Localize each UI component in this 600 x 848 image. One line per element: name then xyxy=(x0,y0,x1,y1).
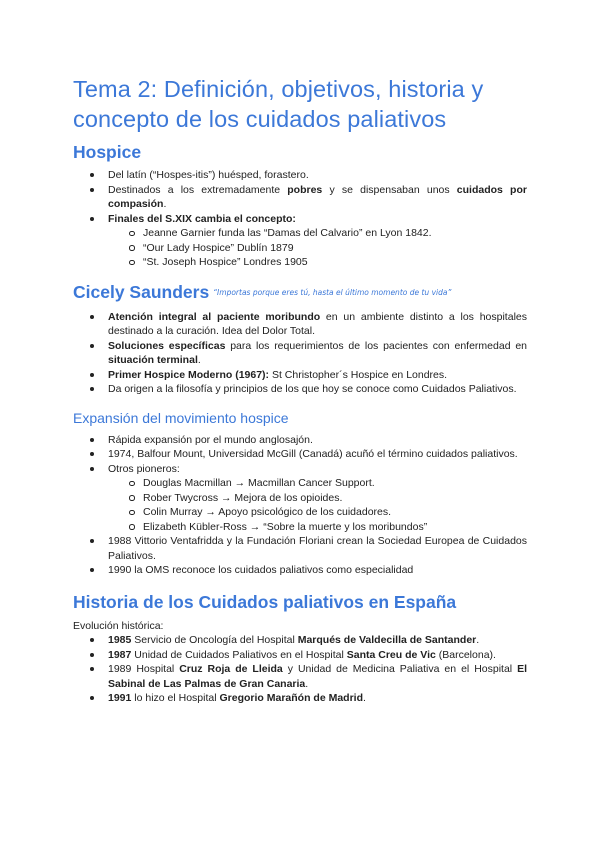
list-item: 1974, Balfour Mount, Universidad McGill (Canadá) acuñó el término cuidados paliativos. xyxy=(73,447,527,462)
cicely-heading-text: Cicely Saunders xyxy=(73,281,210,302)
list-item: Destinados a los extremadamente pobres y se dispensaban unos cuidados por compasión. xyxy=(73,183,527,212)
section-heading-expansion: Expansión del movimiento hospice xyxy=(73,409,289,426)
list-item: Atención integral al paciente moribundo en un ambiente distinto a los hospitales destinado a la curación. Idea del Dolor Total. xyxy=(73,310,527,339)
list-item: Finales del S.XIX cambia el concepto: xyxy=(73,212,527,227)
list-item: 1989 Hospital Cruz Roja de Lleida y Unidad de Medicina Paliativa en el Hospital El Sabinal de Las Palmas de Gran Canaria. xyxy=(73,662,527,691)
list-item: Otros pioneros: xyxy=(73,462,527,477)
document-page xyxy=(73,74,527,706)
list-item: Jeanne Garnier funda las “Damas del Calvario” en Lyon 1842. xyxy=(73,226,527,241)
section-heading-espana: Historia de los Cuidados paliativos en España xyxy=(73,591,457,612)
hospice-sublist xyxy=(73,226,527,270)
espana-list xyxy=(73,633,527,706)
cicely-list xyxy=(73,310,527,397)
list-item: Del latín (“Hospes-itis”) huésped, forastero. xyxy=(73,168,527,183)
list-item: Douglas Macmillan → Macmillan Cancer Support. xyxy=(73,476,527,491)
list-item: “St. Joseph Hospice” Londres 1905 xyxy=(73,255,527,270)
section-heading-hospice: Hospice xyxy=(73,142,142,162)
list-item: 1988 Vittorio Ventafridda y la Fundación Floriani crean la Sociedad Europea de Cuidados Paliativos. xyxy=(73,534,527,563)
pioneros-sublist xyxy=(73,476,527,534)
expansion-list-continued xyxy=(73,534,527,578)
list-item: Rápida expansión por el mundo anglosajón. xyxy=(73,433,527,448)
hospice-list xyxy=(73,168,527,226)
list-item: Rober Twycross → Mejora de los opioides. xyxy=(73,491,527,506)
section-heading-cicely xyxy=(73,281,527,304)
list-item: 1991 lo hizo el Hospital Gregorio Marañón de Madrid. xyxy=(73,691,527,706)
cicely-quote: “Importas porque eres tú, hasta el último momento de tu vida” xyxy=(213,287,452,297)
expansion-list xyxy=(73,433,527,477)
list-item: Elizabeth Kübler-Ross → “Sobre la muerte y los moribundos” xyxy=(73,520,527,535)
page-title: Tema 2: Definición, objetivos, historia y concepto de los cuidados paliativos xyxy=(73,76,484,132)
espana-intro: Evolución histórica: xyxy=(73,619,164,632)
list-item: “Our Lady Hospice” Dublín 1879 xyxy=(73,241,527,256)
list-item: Colin Murray → Apoyo psicológico de los cuidadores. xyxy=(73,505,527,520)
list-item: 1987 Unidad de Cuidados Paliativos en el Hospital Santa Creu de Vic (Barcelona). xyxy=(73,648,527,663)
list-item: Da origen a la filosofía y principios de los que hoy se conoce como Cuidados Paliativos. xyxy=(73,382,527,397)
list-item: Primer Hospice Moderno (1967): St Christopher´s Hospice en Londres. xyxy=(73,368,527,383)
list-item: 1985 Servicio de Oncología del Hospital Marqués de Valdecilla de Santander. xyxy=(73,633,527,648)
list-item: 1990 la OMS reconoce los cuidados paliativos como especialidad xyxy=(73,563,527,578)
list-item: Soluciones específicas para los requerimientos de los pacientes con enfermedad en situación terminal. xyxy=(73,339,527,368)
